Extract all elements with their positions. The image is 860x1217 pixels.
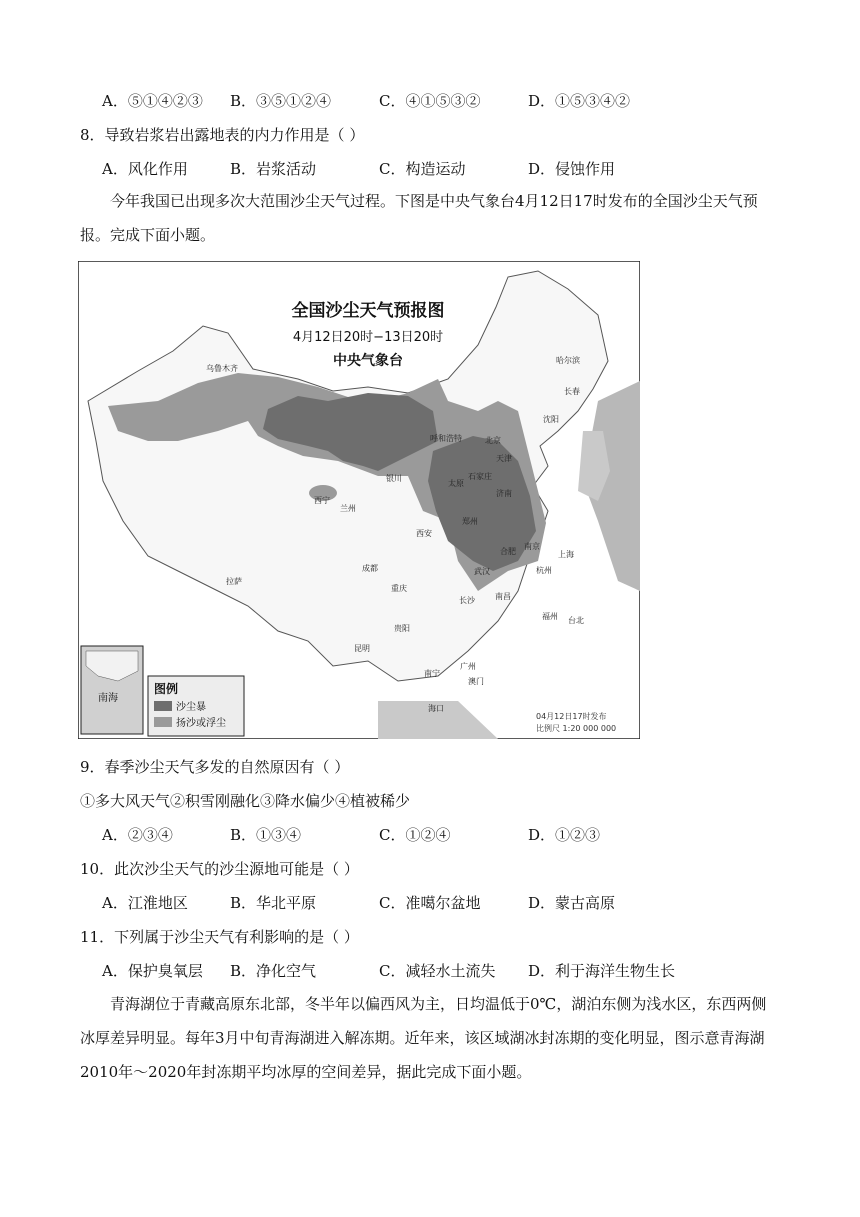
south-china-sea-inset — [81, 646, 143, 734]
city-label: 西安 — [416, 529, 432, 538]
city-label: 呼和浩特 — [430, 434, 462, 443]
q10-option-c: C．准噶尔盆地 — [379, 894, 481, 912]
q8-option-c: C．构造运动 — [379, 160, 466, 178]
city-label: 台北 — [568, 616, 584, 625]
legend-swatch-dust — [154, 717, 172, 727]
city-label: 哈尔滨 — [556, 356, 580, 365]
city-label: 成都 — [362, 564, 378, 573]
city-label: 贵阳 — [394, 624, 410, 633]
city-label: 太原 — [448, 479, 464, 488]
q9-option-c: C．①②④ — [379, 826, 451, 844]
legend-title: 图例 — [154, 682, 179, 696]
legend-label-sandstorm: 沙尘暴 — [176, 702, 206, 713]
intro-paragraph-qinghai-lake: 青海湖位于青藏高原东北部，冬半年以偏西风为主，日均温低于0℃，湖泊东侧为浅水区，东西两侧冰厚差异明显。每年3月中旬青海湖进入解冻期。近年来，该区域湖冰封冻期的变化明显，图示意青海湖2010年～2020年封冻期平均冰厚的空间差异，据此完成下面小题。 — [80, 995, 767, 1081]
city-label: 昆明 — [354, 644, 370, 653]
city-label: 合肥 — [500, 547, 516, 556]
dust-forecast-map — [78, 261, 640, 739]
q7-option-d: D．①⑤③④② — [528, 92, 631, 110]
q9-option-b: B．①③④ — [230, 826, 302, 844]
q11-option-d: D．利于海洋生物生长 — [528, 962, 676, 980]
legend-label-dust: 扬沙或浮尘 — [176, 718, 226, 729]
city-label: 郑州 — [462, 517, 478, 526]
city-label: 广州 — [460, 662, 476, 671]
q9-option-d: D．①②③ — [528, 826, 601, 844]
map-issue-time: 04月12日17时发布 — [536, 712, 607, 721]
q8-option-b: B．岩浆活动 — [230, 160, 317, 178]
inset-label: 南海 — [98, 693, 118, 704]
q10-stem: 10．此次沙尘天气的沙尘源地可能是（ ） — [80, 860, 359, 878]
city-label: 海口 — [428, 704, 444, 713]
q10-option-d: D．蒙古高原 — [528, 894, 616, 912]
city-label: 武汉 — [474, 567, 490, 576]
city-label: 石家庄 — [468, 472, 492, 481]
q10-option-a: A．江淮地区 — [102, 894, 188, 912]
q11-stem: 11．下列属于沙尘天气有利影响的是（ ） — [80, 928, 359, 946]
city-label: 长春 — [564, 387, 580, 396]
map-scale: 比例尺 1:20 000 000 — [536, 724, 617, 733]
city-label: 西宁 — [314, 496, 330, 505]
city-label: 拉萨 — [226, 577, 242, 586]
city-label: 福州 — [542, 612, 558, 621]
city-label: 兰州 — [340, 504, 356, 513]
city-label: 澳门 — [468, 677, 484, 686]
city-label: 乌鲁木齐 — [206, 364, 238, 373]
map-agency: 中央气象台 — [333, 353, 403, 369]
q7-option-b: B．③⑤①②④ — [230, 92, 332, 110]
q7-option-a: A．⑤①④②③ — [102, 92, 203, 110]
intro-paragraph-dust: 今年我国已出现多次大范围沙尘天气过程。下图是中央气象台4月12日17时发布的全国沙尘天气预报。完成下面小题。 — [80, 192, 758, 244]
q9-option-a: A．②③④ — [102, 826, 173, 844]
q8-option-d: D．侵蚀作用 — [528, 160, 616, 178]
q11-option-a: A．保护臭氧层 — [102, 962, 203, 980]
city-label: 北京 — [485, 436, 501, 445]
city-label: 沈阳 — [543, 415, 559, 424]
city-label: 南昌 — [495, 592, 511, 601]
city-label: 长沙 — [459, 596, 475, 605]
q9-stem: 9．春季沙尘天气多发的自然原因有（ ） — [80, 758, 350, 776]
q9-items: ①多大风天气②积雪刚融化③降水偏少④植被稀少 — [80, 792, 411, 810]
map-title: 全国沙尘天气预报图 — [291, 301, 445, 321]
q8-option-a: A．风化作用 — [102, 160, 188, 178]
city-label: 南京 — [524, 542, 540, 551]
city-label: 天津 — [496, 454, 512, 463]
city-label: 重庆 — [391, 584, 407, 593]
map-legend — [148, 676, 244, 736]
city-label: 上海 — [558, 550, 574, 559]
q8-stem: 8．导致岩浆岩出露地表的内力作用是（ ） — [80, 126, 365, 144]
map-subtitle: 4月12日20时−13日20时 — [292, 330, 444, 345]
city-label: 杭州 — [536, 566, 552, 575]
city-label: 济南 — [496, 489, 512, 498]
q11-option-c: C．减轻水土流失 — [379, 962, 496, 980]
q10-option-b: B．华北平原 — [230, 894, 317, 912]
legend-swatch-sandstorm — [154, 701, 172, 711]
q7-option-c: C．④①⑤③② — [379, 92, 481, 110]
city-label: 南宁 — [424, 669, 440, 678]
city-label: 银川 — [386, 474, 402, 483]
q11-option-b: B．净化空气 — [230, 962, 317, 980]
